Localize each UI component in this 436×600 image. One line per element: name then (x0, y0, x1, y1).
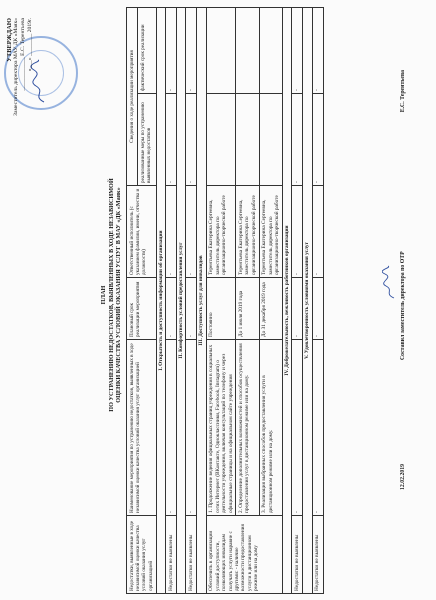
table-row (292, 8, 303, 594)
cell-actual-term (259, 8, 282, 94)
cell-term: До 31 декабря 2019 года (259, 278, 282, 340)
section-4: IV. Доброжелательность, вежливость работников организации (282, 8, 291, 594)
cell-dash: - (292, 340, 303, 516)
footer-signer: Составил заместитель директора по ОТР (400, 251, 406, 360)
cell-dash: - (292, 8, 303, 94)
header-measure: Наименование мероприятия по устранению недостатков, выявленных в ходе независимой оценки качества условий оказания услуг организацией (127, 340, 157, 516)
section-row (303, 8, 312, 594)
table-row (186, 8, 197, 594)
heading-line-2: ПО УСТРАНЕНИЮ НЕДОСТАТКОВ, ВЫЯВЛЕННЫХ В ХОДЕ НЕЗАВИСИМОЙ (107, 178, 115, 412)
section-1: I. Открытость и доступность информации об организации (156, 8, 165, 594)
table-row (312, 8, 323, 594)
cell-implemented (259, 94, 282, 186)
cell-responsible: Терентьева Екатерина Сергеевна, заместитель директора по организационно-творческой работе (236, 186, 259, 278)
cell-measure: 1. Продолжение ведения официальных страниц учреждения в социальных сетях Интернет (ВКонтакте, Одноклассники, Facebook, Instagram) о деятельности учреждения, включая консультаций по телефону и через официальные страницы и на официальном сайте учреждения (206, 340, 236, 516)
heading-line-3: ОЦЕНКИ КАЧЕСТВА УСЛОВИЙ ОКАЗАНИЯ УСЛУГ В МАУ «ДК «Маяк» (115, 187, 123, 403)
cell-dash: - (186, 94, 197, 186)
cell-actual-term (206, 8, 236, 94)
section-3: III. Доступность услуг для инвалидов (197, 8, 206, 594)
cell-dash: - (166, 278, 177, 340)
header-actual-term: фактический срок реализации (138, 8, 156, 94)
footer-signature (382, 264, 396, 300)
header-term: Плановый срок реализации мероприятия (127, 278, 157, 340)
header-implemented: реализованные меры по устранению выявленных недостатков (138, 94, 156, 186)
cell-dash: - (292, 186, 303, 278)
section-row (177, 8, 186, 594)
section-2: II. Комфортность условий предоставления услуг (177, 8, 186, 594)
section-5: V. Удовлетворенность условиями оказания услуг (303, 8, 312, 594)
cell-dash: - (312, 278, 323, 340)
cell-dash: - (166, 340, 177, 516)
cell-term: До 1 июля 2019 года (236, 278, 259, 340)
footer-date: 12.02.2019 (400, 463, 406, 490)
table-row (206, 8, 236, 594)
cell-dash: - (312, 340, 323, 516)
cell-dash: - (312, 186, 323, 278)
header-progress: Сведения о ходе реализации мероприятия (127, 8, 138, 186)
cell-dash: - (186, 8, 197, 94)
table-header-row (127, 8, 138, 594)
cell-term: Постоянно (206, 278, 236, 340)
table-row (236, 8, 259, 594)
heading-title: ПЛАН (100, 285, 107, 305)
section-row (282, 8, 291, 594)
cell-issue: Недостатки не выявлены (186, 516, 197, 594)
header-issues: Недостатки, выявленные в ходе независимой оценки качества условий оказания услуг организацией (127, 516, 157, 594)
cell-dash: - (166, 186, 177, 278)
cell-responsible: Терентьева Екатерина Сергеевна, заместитель директора по организационно-творческой работе (206, 186, 236, 278)
table-row (166, 8, 177, 594)
cell-dash: - (312, 94, 323, 186)
cell-dash: - (166, 8, 177, 94)
cell-issue: Обеспечить в организации условий доступности, позволяющих инвалидам получать услуги наравне с другими: - наличие возможности предоставления услуги в дистанционном режиме или на дому (206, 516, 282, 594)
cell-dash: - (292, 94, 303, 186)
cell-measure: 3. Реализация выбранных способов предоставления услуги в дистанционном режиме или на дому. (259, 340, 282, 516)
cell-dash: - (166, 94, 177, 186)
section-row (197, 8, 206, 594)
cell-responsible: Терентьева Екатерина Сергеевна, заместитель директора по организационно-творческой работе (259, 186, 282, 278)
approval-line-3: «___» ________ 2019г. (27, 18, 33, 72)
cell-issue: Недостатки не выявлены (312, 516, 323, 594)
cell-issue: Недостатки не выявлены (166, 516, 177, 594)
section-row (156, 8, 165, 594)
document-heading (100, 60, 123, 530)
approval-title: УТВЕРЖДАЮ (6, 18, 13, 62)
cell-measure: 2. Определение дополнительных возможностей и способов осуществления предоставления услуг в дистанционном режиме или на дому. (236, 340, 259, 516)
cell-dash: - (312, 8, 323, 94)
footer-name: Е.С. Терентьева (400, 70, 406, 113)
cell-issue: Недостатки не выявлены (292, 516, 303, 594)
approval-line-1: Заместитель директора МАУ ДК «Маяк» (13, 18, 19, 116)
approval-block (6, 18, 34, 178)
header-responsible: Ответственный исполнитель (с указанием фамилии, имени, отчества и должности) (127, 186, 157, 278)
cell-actual-term (236, 8, 259, 94)
table-row (259, 8, 282, 594)
approval-line-2: ____________ Е.С. Терентьева (20, 18, 26, 91)
cell-implemented (236, 94, 259, 186)
cell-dash: - (186, 340, 197, 516)
cell-implemented (206, 94, 236, 186)
cell-dash: - (186, 186, 197, 278)
cell-dash: - (186, 278, 197, 340)
plan-table (126, 7, 324, 594)
cell-dash: - (292, 278, 303, 340)
